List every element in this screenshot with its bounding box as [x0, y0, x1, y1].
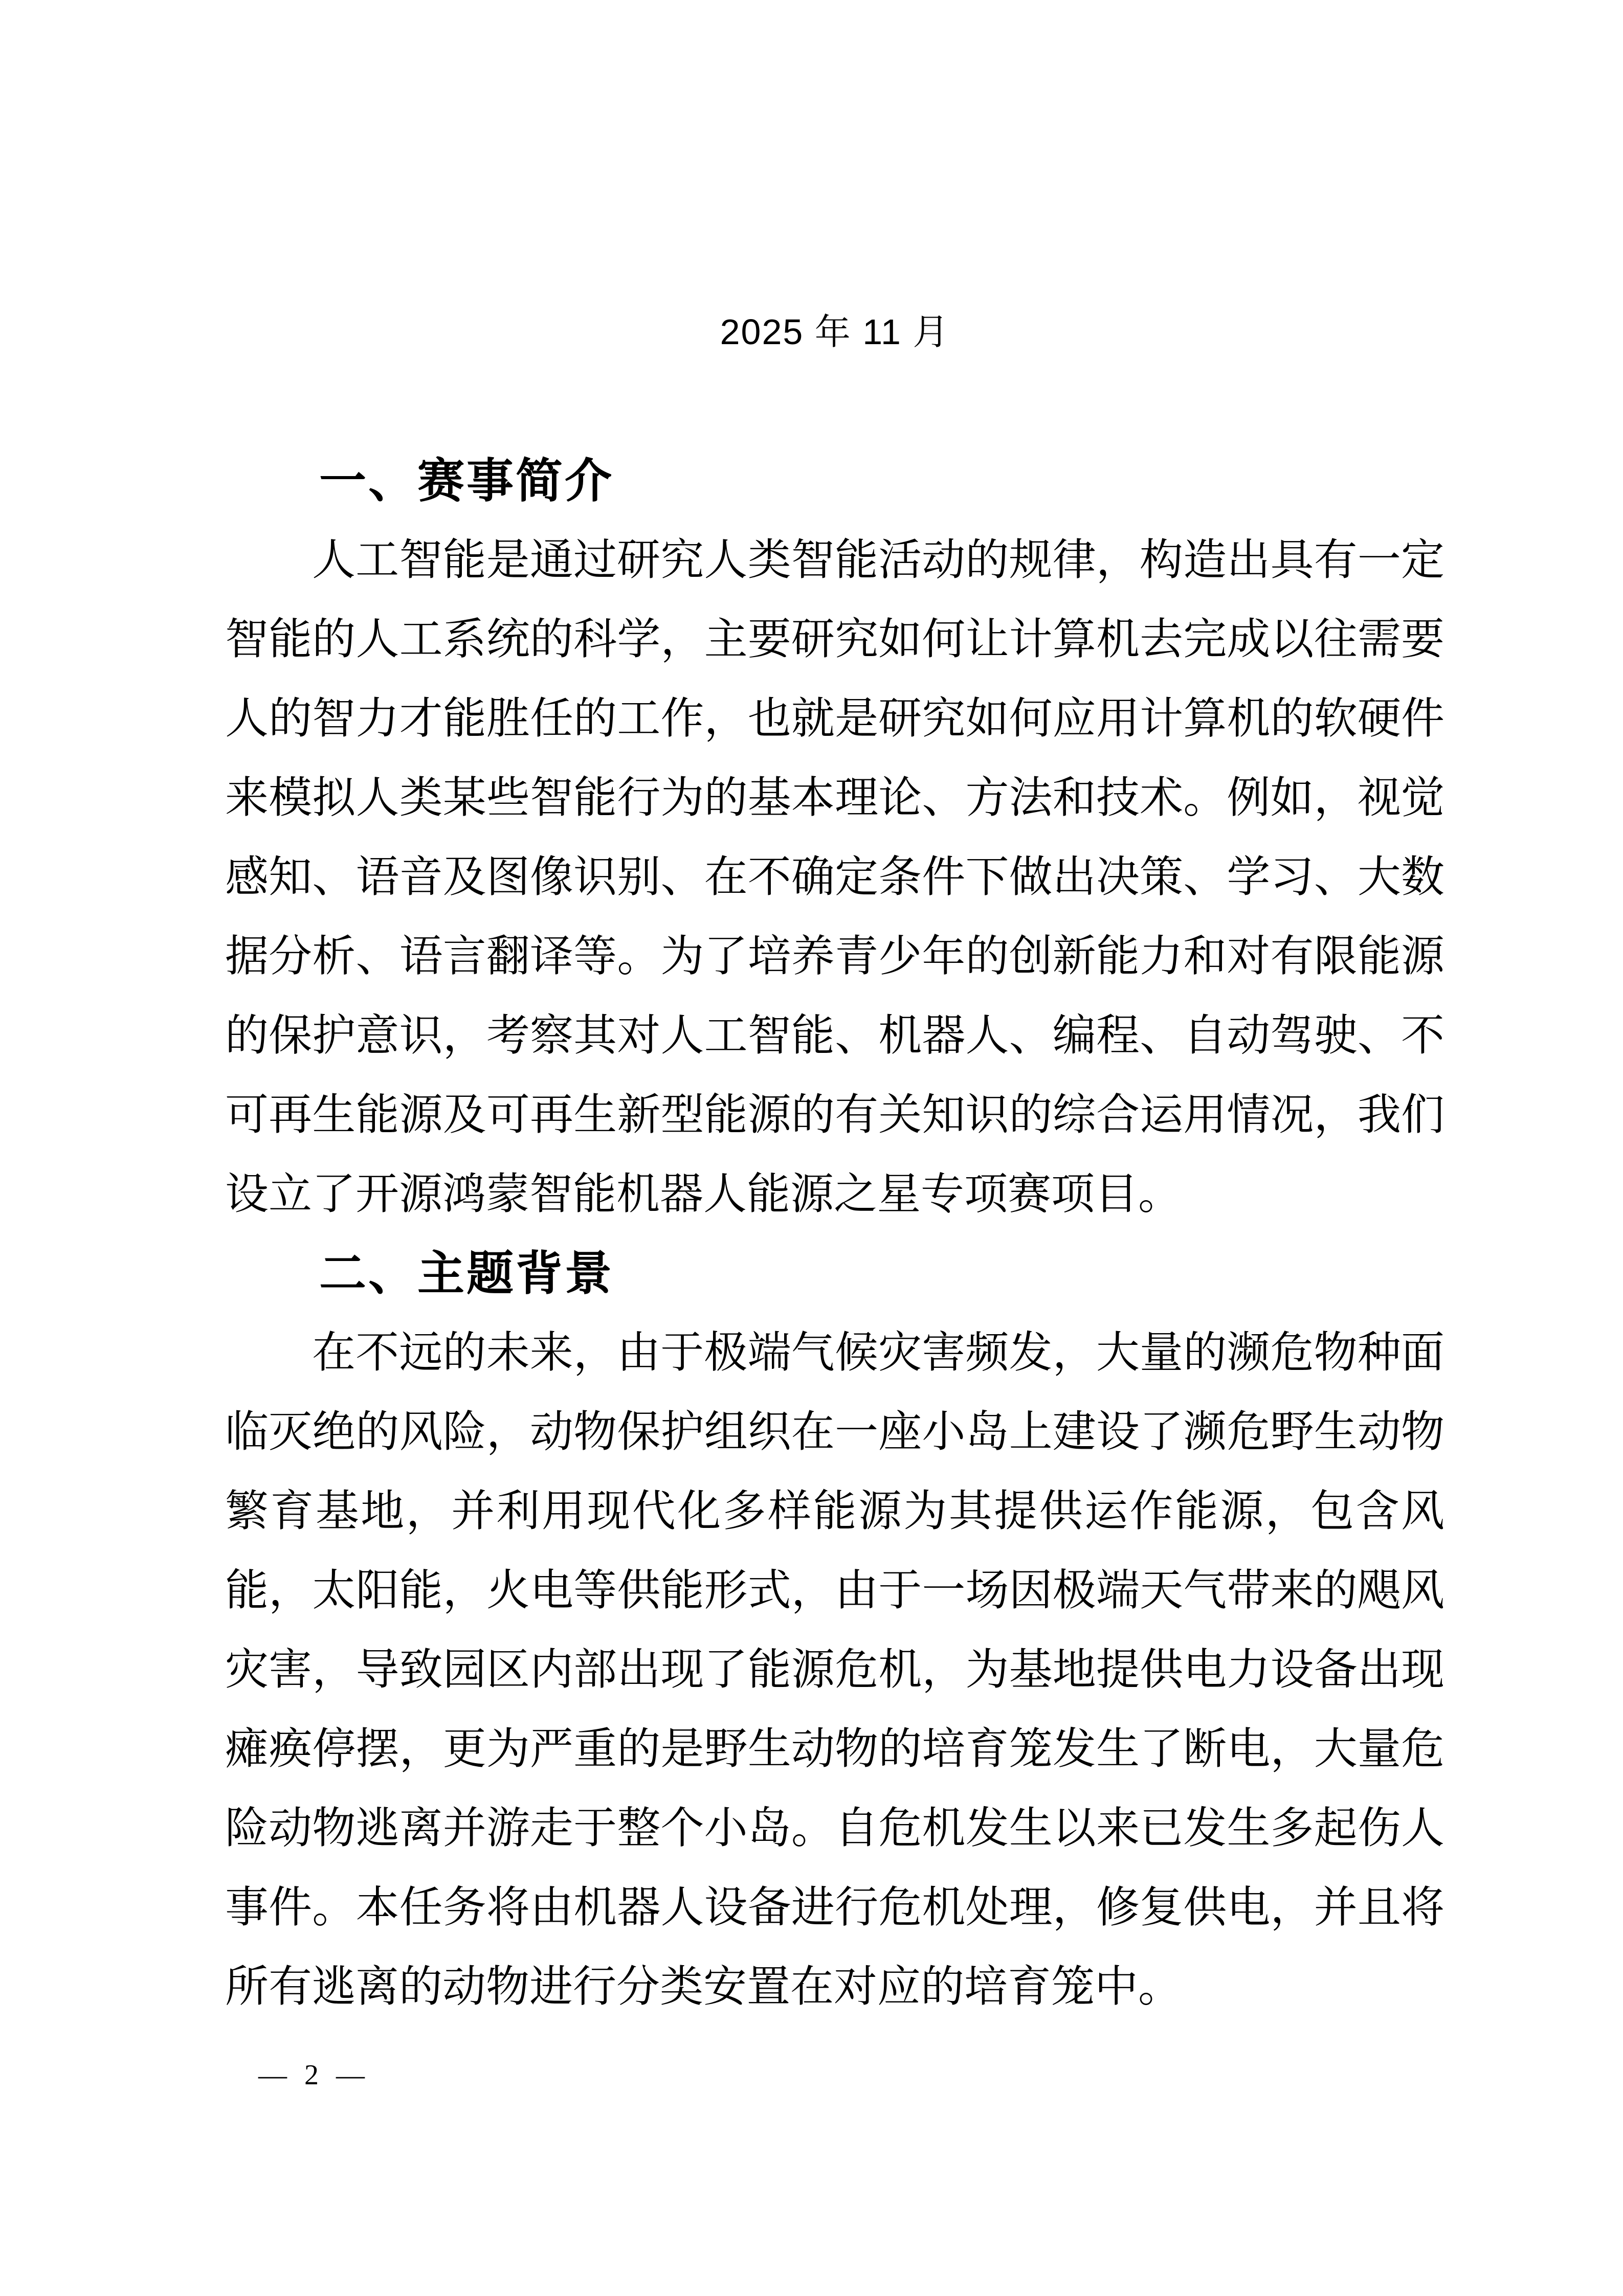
section-heading-competition-intro: 一、赛事简介: [319, 455, 614, 507]
page-number: — 2 —: [258, 2059, 370, 2091]
section-paragraph-theme-background: 在不远的未来，由于极端气候灾害频发，大量的濒危物种面临灭绝的风险，动物保护组织在一座小岛上建设了濒危野生动物繁育基地，并利用现代化多样能源为其提供运作能源，包含风能，太阳能，火电等供能形式，由于一场因极端天气带来的飓风灾害，导致园区内部出现了能源危机，为基地提供电力设备出现瘫痪停摆，更为严重的是野生动物的培育笼发生了断电，大量危险动物逃离并游走于整个小岛。自危机发生以来已发生多起伤人事件。本任务将由机器人设备进行危机处理，修复供电，并且将所有逃离的动物进行分类安置在对应的培育笼中。: [225, 1329, 1444, 2011]
section-heading-theme-background: 二、主题背景: [319, 1248, 614, 1300]
section-paragraph-competition-intro: 人工智能是通过研究人类智能活动的规律，构造出具有一定智能的人工系统的科学，主要研究如何让计算机去完成以往需要人的智力才能胜任的工作，也就是研究如何应用计算机的软硬件来模拟人类某些智能行为的基本理论、方法和技术。例如，视觉感知、语音及图像识别、在不确定条件下做出决策、学习、大数据分析、语言翻译等。为了培养青少年的创新能力和对有限能源的保护意识，考察其对人工智能、机器人、编程、自动驾驶、不可再生能源及可再生新型能源的有关知识的综合运用情况，我们设立了开源鸿蒙智能机器人能源之星专项赛项目。: [225, 536, 1444, 1219]
document-date: 2025 年 11 月: [720, 312, 950, 352]
